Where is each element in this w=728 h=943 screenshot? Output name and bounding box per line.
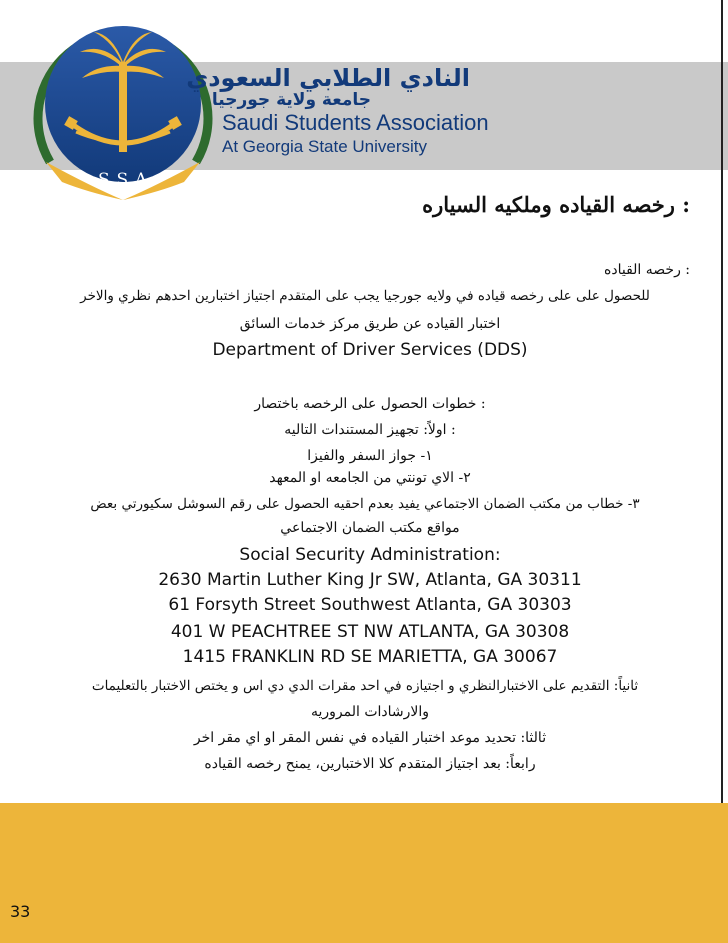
step-3: ثالثا: تحديد موعد اختبار القياده في نفس المقر او اي مقر اخر [193, 730, 547, 746]
steps-heading: : خطوات الحصول على الرخصه باختصار [254, 396, 486, 412]
ssa-heading: Social Security Administration: [239, 545, 501, 565]
footer-band [0, 803, 728, 943]
step-2-line-1: ثانياً: التقديم على الاختبارالنظري و اجتيازه في احد مقرات الدي دي اس و يختص الاختبار بالتعليمات [91, 678, 639, 694]
license-heading: : رخصه القياده [604, 262, 690, 278]
org-name-english: Saudi Students Association [222, 110, 489, 135]
ssa-address: 1415 FRANKLIN RD SE MARIETTA, GA 30067 [182, 647, 558, 667]
page-edge-line [721, 0, 723, 943]
intro-line-2: اختبار القياده عن طريق مركز خدمات السائق [239, 316, 501, 332]
step-1: : اولاً: تجهيز المستندات التاليه [284, 422, 456, 438]
ssa-address: 61 Forsyth Street Southwest Atlanta, GA 30303 [168, 595, 572, 615]
page-number: 33 [10, 902, 31, 921]
document-3-line-1: ٣- خطاب من مكتب الضمان الاجتماعي يفيد بعدم احقيه الحصول على رقم السوشل سكيورتي بعض [90, 496, 640, 512]
org-name-arabic: النادي الطلابي السعودي [186, 64, 470, 92]
intro-line-1: للحصول على على رخصه قياده في ولايه جورجيا يجب على المتقدم اجتياز اختبارين احدهم نظري والاخر [80, 288, 650, 304]
step-4: رابعاً: بعد اجتياز المتقدم كلا الاختبارين، يمنح رخصه القياده [204, 756, 536, 772]
logo-label: S.S.A [98, 170, 149, 190]
dds-name: Department of Driver Services (DDS) [212, 340, 528, 360]
step-2-line-2: والارشادات المروريه [310, 704, 430, 720]
university-name-english: At Georgia State University [222, 137, 428, 156]
document-1: ١- جواز السفر والفيزا [307, 448, 433, 464]
page-title: : رخصه القياده وملكيه السياره [422, 192, 690, 217]
university-name-arabic: جامعة ولاية جورجيا [211, 90, 371, 110]
document-3-line-2: مواقع مكتب الضمان الاجتماعي [280, 520, 460, 536]
ssa-address: 401 W PEACHTREE ST NW ATLANTA, GA 30308 [170, 622, 570, 642]
document-2: ٢- الاي تونتي من الجامعه او المعهد [269, 470, 471, 486]
ssa-address: 2630 Martin Luther King Jr SW, Atlanta, GA 30311 [158, 570, 582, 590]
